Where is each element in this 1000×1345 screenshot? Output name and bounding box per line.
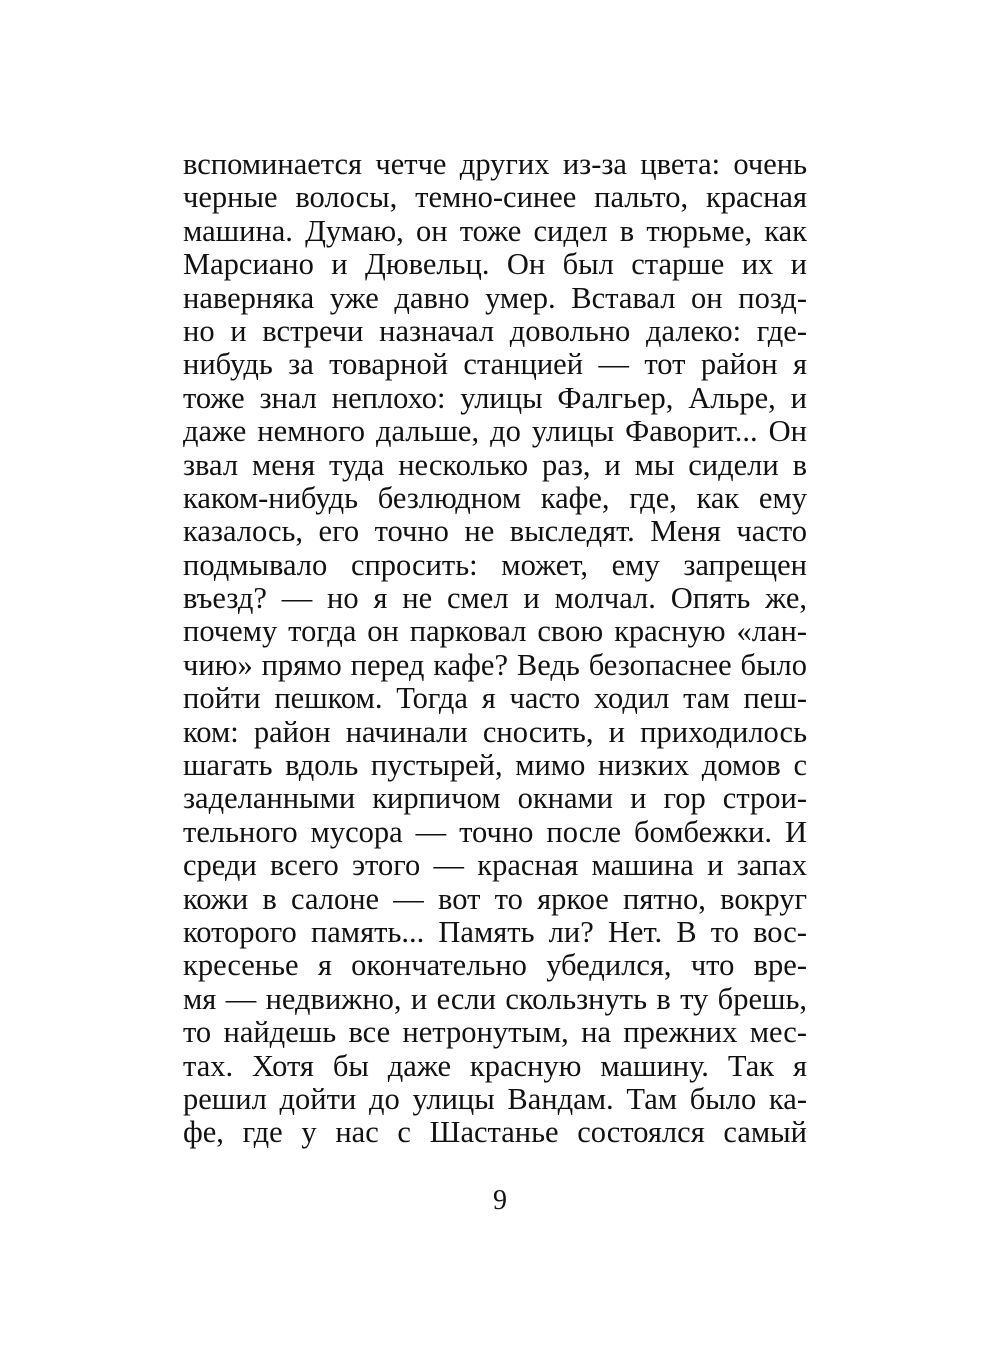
text-line: тельного мусора — точно после бомбежки. И [183, 815, 807, 849]
text-line: тоже знал неплохо: улицы Фалгьер, Альре, и [183, 381, 807, 415]
text-line: чию» прямо перед кафе? Ведь безопаснее было [183, 648, 807, 682]
text-line: подмывало спросить: может, ему запрещен [183, 548, 807, 582]
text-line: казалось, его точно не выследят. Меня часто [183, 515, 807, 549]
text-line: наверняка уже давно умер. Вставал он позд- [183, 281, 807, 315]
text-line: шагать вдоль пустырей, мимо низких домов с [183, 749, 807, 783]
text-line: даже немного дальше, до улицы Фаворит... Он [183, 415, 807, 449]
text-line: каком-нибудь безлюдном кафе, где, как ему [183, 481, 807, 515]
text-line: но и встречи назначал довольно далеко: где- [183, 314, 807, 348]
text-line: почему тогда он парковал свою красную «лан- [183, 615, 807, 649]
text-line: вспоминается четче других из-за цвета: очень [183, 148, 807, 181]
text-line: Марсиано и Дювельц. Он был старше их и [183, 248, 807, 282]
body-text [183, 148, 807, 1150]
text-line: черные волосы, темно-синее пальто, красная [183, 181, 807, 215]
text-line: ком: район начинали сносить, и приходилось [183, 715, 807, 749]
text-line: нибудь за товарной станцией — тот район я [183, 348, 807, 382]
text-line: решил дойти до улицы Вандам. Там было ка- [183, 1082, 807, 1116]
page-number: 9 [493, 1185, 507, 1216]
text-line: пойти пешком. Тогда я часто ходил там пеш- [183, 682, 807, 716]
text-line: въезд? — но я не смел и молчал. Опять же, [183, 582, 807, 616]
text-line: фе, где у нас с Шастанье состоялся самый [183, 1116, 807, 1150]
text-line: тах. Хотя бы даже красную машину. Так я [183, 1049, 807, 1083]
text-line: то найдешь все нетронутым, на прежних мес- [183, 1016, 807, 1050]
text-line: машина. Думаю, он тоже сидел в тюрьме, как [183, 214, 807, 248]
text-line: звал меня туда несколько раз, и мы сидели в [183, 448, 807, 482]
text-line: которого память... Память ли? Нет. В то вос- [183, 915, 807, 949]
text-line: мя — недвижно, и если скользнуть в ту брешь, [183, 982, 807, 1016]
text-line: кожи в салоне — вот то яркое пятно, вокруг [183, 882, 807, 916]
text-line: среди всего этого — красная машина и запах [183, 849, 807, 883]
text-line: заделанными кирпичом окнами и гор строи- [183, 782, 807, 816]
text-line: кресенье я окончательно убедился, что вре- [183, 949, 807, 983]
